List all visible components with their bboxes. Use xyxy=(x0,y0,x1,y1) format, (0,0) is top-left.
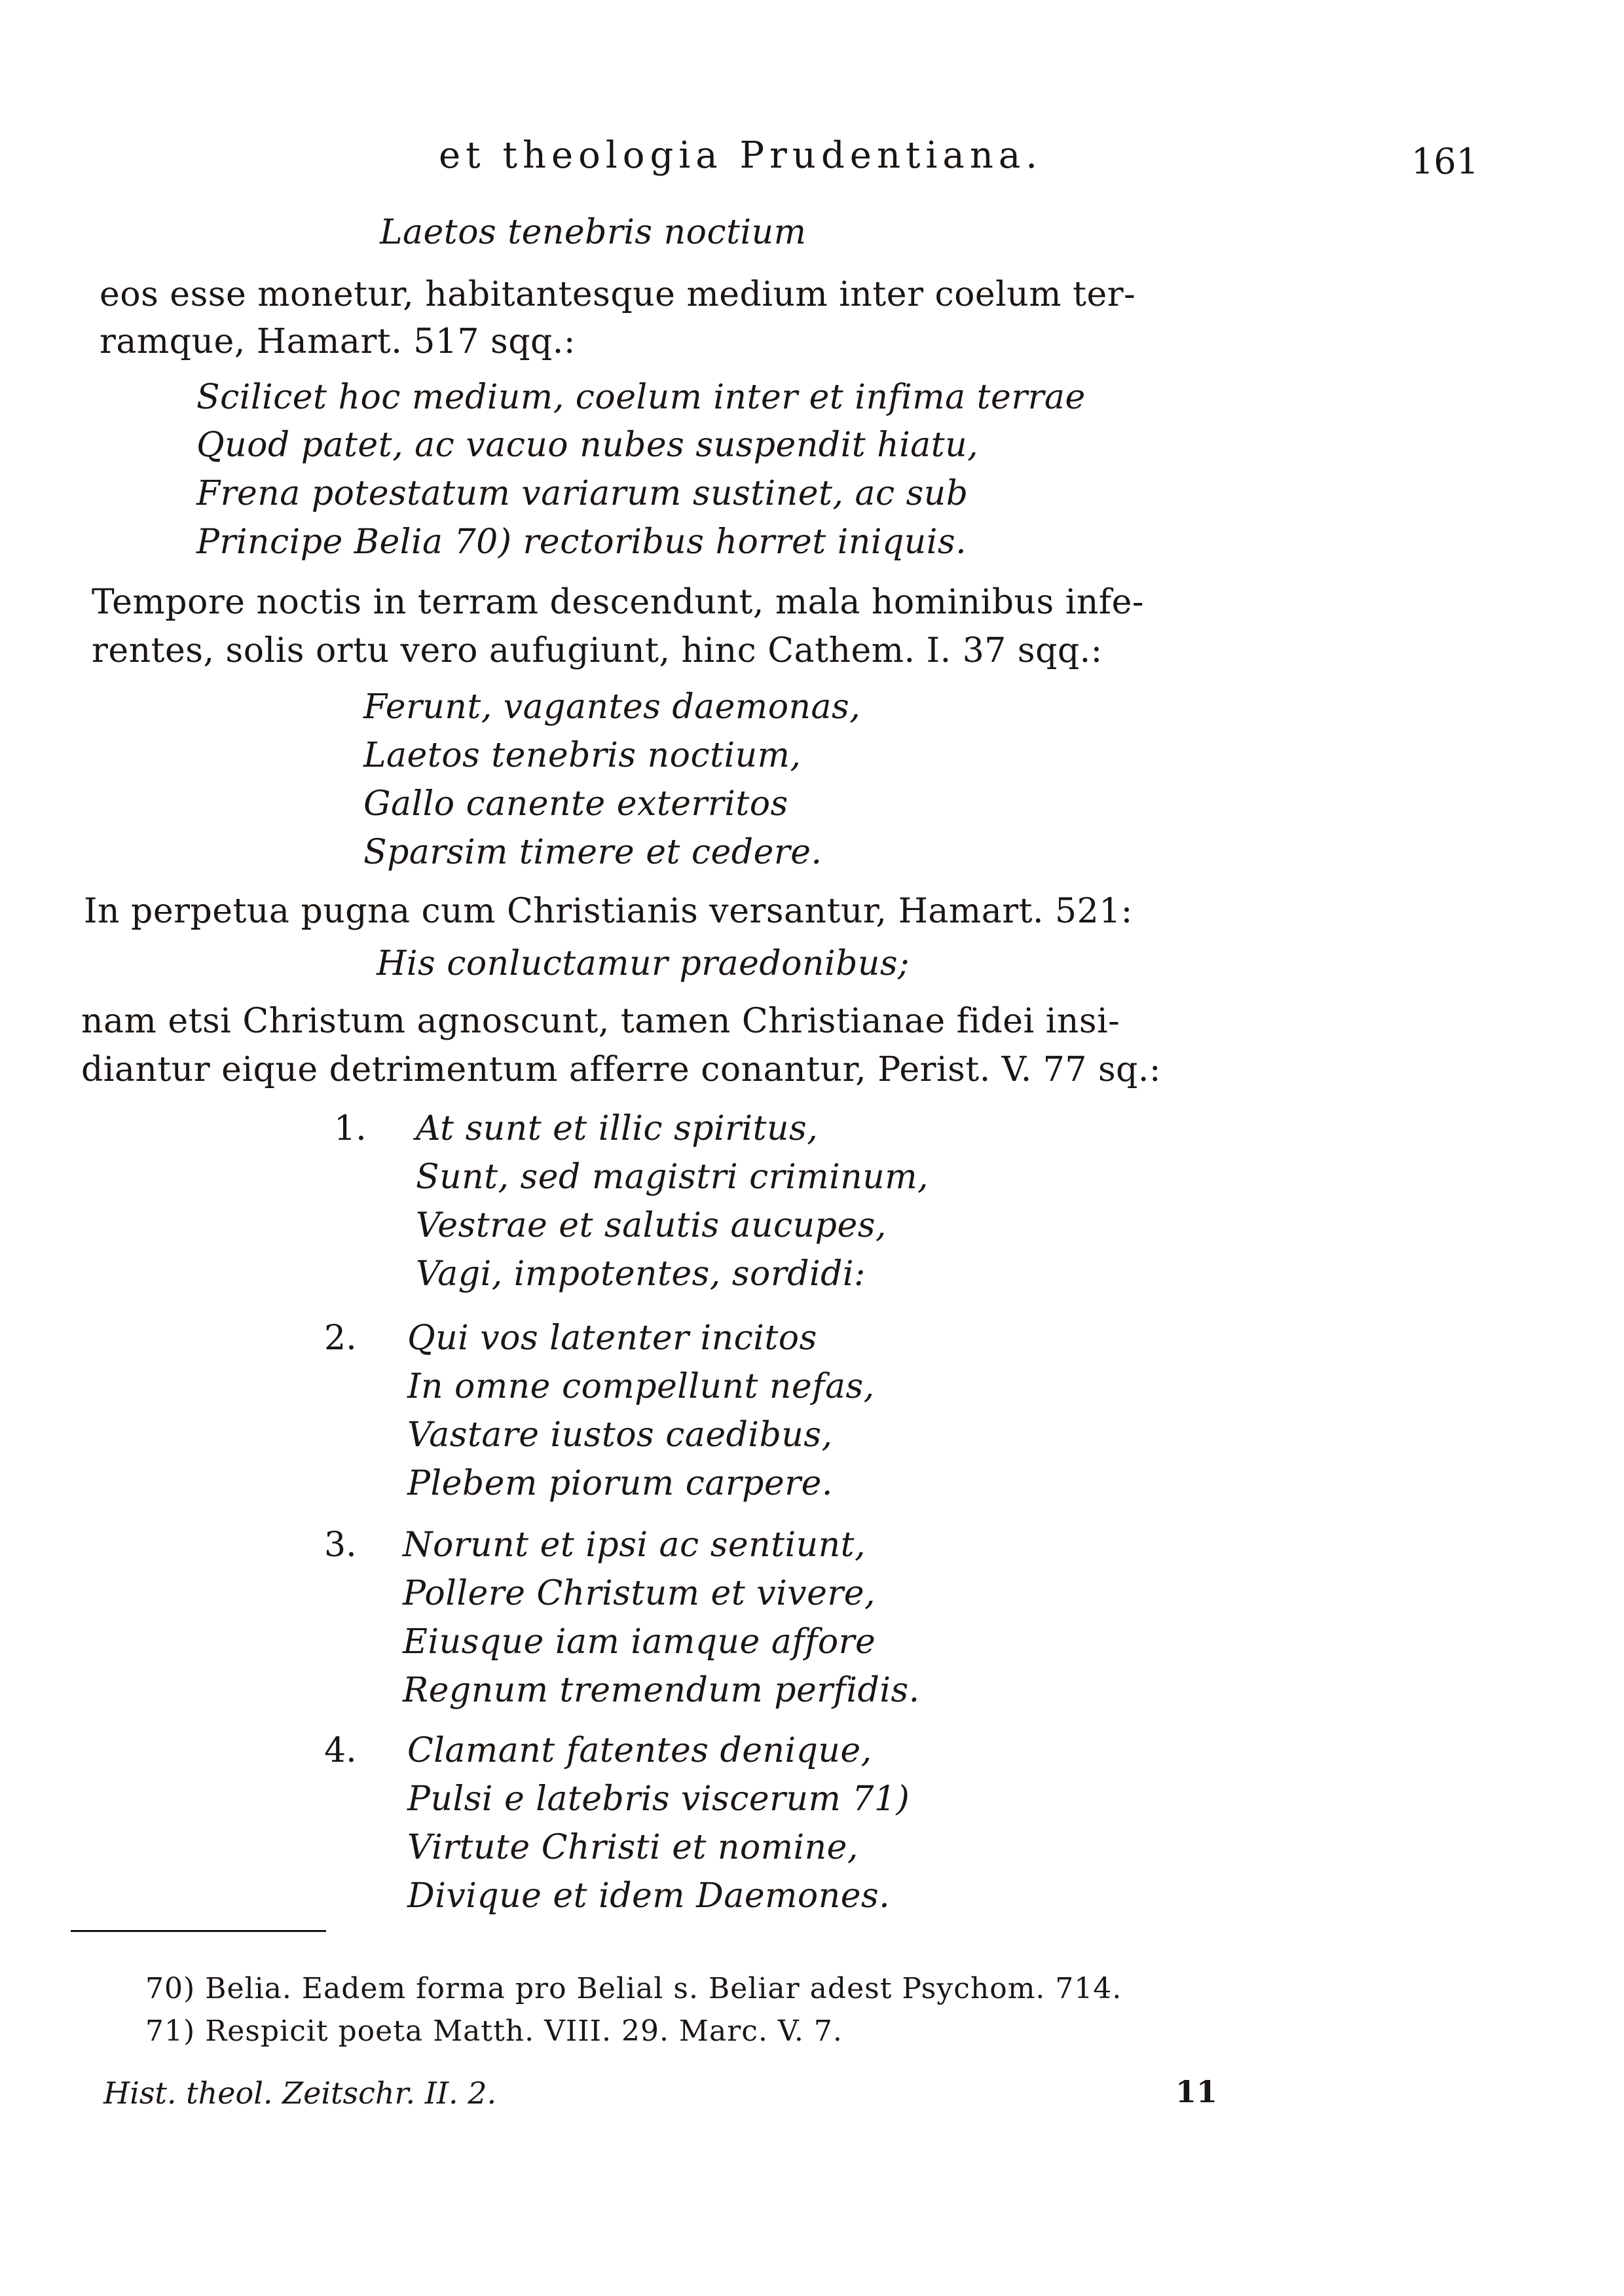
prose-line: ramque, Hamart. 517 sqq.: xyxy=(100,322,576,361)
prose-line: Tempore noctis in terram descendunt, mala hominibus infe- xyxy=(92,583,1144,622)
stanza-line: Pulsi e latebris viscerum 71) xyxy=(407,1779,910,1819)
verse-line: Sparsim timere et cedere. xyxy=(363,833,822,872)
verse-line: His conluctamur praedonibus; xyxy=(377,944,910,983)
verse-line: Gallo canente exterritos xyxy=(363,784,788,824)
stanza-number: 2. xyxy=(324,1319,357,1358)
verse-line: Scilicet hoc medium, coelum inter et infima terrae xyxy=(196,378,1086,417)
page-number: 161 xyxy=(1411,141,1479,182)
stanza-line: Eiusque iam iamque affore xyxy=(403,1622,876,1662)
stanza-line: Regnum tremendum perfidis. xyxy=(403,1671,920,1710)
prose-line: In perpetua pugna cum Christianis versantur, Hamart. 521: xyxy=(84,892,1133,931)
signature-line: Hist. theol. Zeitschr. II. 2. xyxy=(103,2075,497,2111)
verse-line: Laetos tenebris noctium xyxy=(380,213,807,252)
stanza-line: Pollere Christum et vivere, xyxy=(403,1574,876,1613)
stanza-line: Clamant fatentes denique, xyxy=(407,1731,872,1770)
stanza-line: Divique et idem Daemones. xyxy=(407,1876,891,1916)
stanza-line: Virtute Christi et nomine, xyxy=(407,1828,858,1867)
sheet-number: 11 xyxy=(1175,2074,1218,2109)
running-title: et theologia Prudentiana. xyxy=(439,134,1043,177)
verse-line: Frena potestatum variarum sustinet, ac sub xyxy=(196,474,969,513)
prose-line: rentes, solis ortu vero aufugiunt, hinc Cathem. I. 37 sqq.: xyxy=(92,631,1103,670)
stanza-line: In omne compellunt nefas, xyxy=(407,1367,875,1406)
prose-line: diantur eique detrimentum afferre conantur, Perist. V. 77 sq.: xyxy=(81,1050,1161,1089)
verse-line: Principe Belia 70) rectoribus horret iniquis. xyxy=(196,522,967,562)
stanza-line: Sunt, sed magistri criminum, xyxy=(416,1157,929,1197)
stanza-number: 1. xyxy=(334,1109,367,1148)
stanza-line: At sunt et illic spiritus, xyxy=(416,1109,819,1148)
verse-line: Laetos tenebris noctium, xyxy=(363,736,802,775)
verse-line: Ferunt, vagantes daemonas, xyxy=(363,687,861,727)
prose-line: eos esse monetur, habitantesque medium inter coelum ter- xyxy=(100,275,1136,314)
stanza-line: Vestrae et salutis aucupes, xyxy=(416,1206,887,1245)
verse-line: Quod patet, ac vacuo nubes suspendit hiatu, xyxy=(196,426,979,465)
stanza-line: Plebem piorum carpere. xyxy=(407,1464,833,1503)
stanza-number: 3. xyxy=(324,1525,357,1565)
footnote: 71) Respicit poeta Matth. VIII. 29. Marc. V. 7. xyxy=(145,2014,843,2048)
prose-line: nam etsi Christum agnoscunt, tamen Christianae fidei insi- xyxy=(81,1002,1120,1041)
stanza-line: Vastare iustos caedibus, xyxy=(407,1415,833,1455)
footnote: 70) Belia. Eadem forma pro Belial s. Beliar adest Psychom. 714. xyxy=(145,1972,1122,2005)
stanza-line: Vagi, impotentes, sordidi: xyxy=(416,1254,866,1294)
footnote-rule xyxy=(71,1930,326,1932)
stanza-line: Norunt et ipsi ac sentiunt, xyxy=(403,1525,866,1565)
stanza-line: Qui vos latenter incitos xyxy=(407,1319,817,1358)
stanza-number: 4. xyxy=(324,1731,357,1770)
